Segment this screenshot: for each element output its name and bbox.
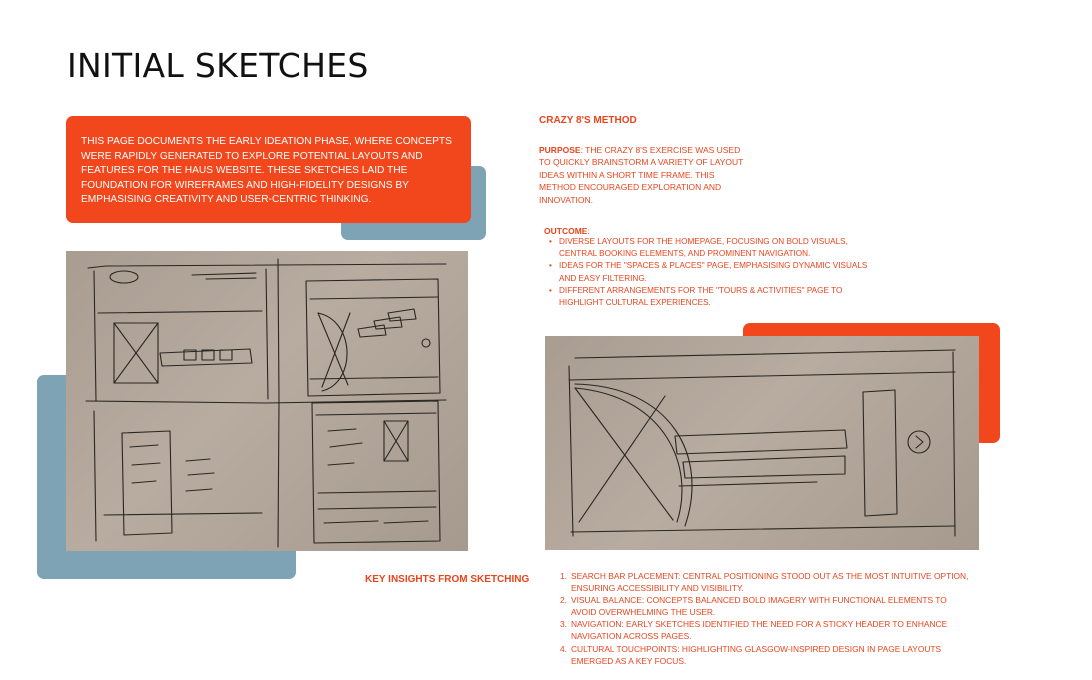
insight-item (560, 594, 970, 618)
outcome-item: • DIFFERENT ARRANGEMENTS FOR THE "TOURS & ACTIVITIES" PAGE TO HIGHLIGHT CULTURAL EXPERIENCES. (545, 285, 880, 309)
insight-number: 2. (560, 595, 567, 606)
insight-text: CULTURAL TOUCHPOINTS: HIGHLIGHTING GLASGOW-INSPIRED DESIGN IN PAGE LAYOUTS EMERGED AS A KEY FOCUS. (571, 643, 942, 666)
insight-number: 3. (560, 619, 567, 630)
sketch-drawing-homepage-concept (545, 336, 979, 550)
insight-text: NAVIGATION: EARLY SKETCHES IDENTIFIED THE NEED FOR A STICKY HEADER TO ENHANCE NAVIGATION ACROSS PAGES. (571, 619, 948, 642)
insight-text: VISUAL BALANCE: CONCEPTS BALANCED BOLD IMAGERY WITH FUNCTIONAL ELEMENTS TO AVOID OVERWHELMING THE USER. (571, 595, 947, 618)
insight-item (560, 570, 970, 594)
outcome-item: • DIVERSE LAYOUTS FOR THE HOMEPAGE, FOCUSING ON BOLD VISUALS, CENTRAL BOOKING ELEMENTS, AND PROMINENT NAVIGATION. (545, 236, 880, 260)
outcome-item: • IDEAS FOR THE "SPACES & PLACES" PAGE, EMPHASISING DYNAMIC VISUALS AND EASY FILTERING. (545, 260, 880, 284)
sketch-photo-homepage-concept (545, 336, 979, 550)
insight-item (560, 643, 970, 667)
page-title: INITIAL SKETCHES (67, 46, 369, 85)
purpose-text: : THE CRAZY 8'S EXERCISE WAS USED TO QUICKLY BRAINSTORM A VARIETY OF LAYOUT IDEAS WITHIN A SHORT TIME FRAME. THIS METHOD ENCOURAGED EXPLORATION AND INNOVATION. (539, 145, 744, 205)
insight-number: 1. (560, 571, 567, 581)
insight-text: SEARCH BAR PLACEMENT: CENTRAL POSITIONING STOOD OUT AS THE MOST INTUITIVE OPTION, ENSURING ACCESSIBILITY AND VISIBILITY. (571, 571, 969, 594)
intro-callout (66, 116, 471, 223)
insight-number: 4. (560, 643, 567, 654)
intro-text: THIS PAGE DOCUMENTS THE EARLY IDEATION PHASE, WHERE CONCEPTS WERE RAPIDLY GENERATED TO EXPLORE POTENTIAL LAYOUTS AND FEATURES FOR THE HAUS WEBSITE. THESE SKETCHES LAID THE FOUNDATION FOR WIREFRAMES AND HIGH-FIDELITY DESIGNS BY EMPHASISING CREATIVITY AND USER-CENTRIC THINKING. (81, 136, 452, 206)
insight-item (560, 618, 970, 642)
method-heading: CRAZY 8'S METHOD (539, 115, 637, 126)
outcome-colon: : (587, 226, 590, 236)
purpose-label: PURPOSE (539, 145, 581, 155)
method-purpose (539, 144, 744, 206)
insights-heading: KEY INSIGHTS FROM SKETCHING (365, 574, 530, 585)
sketch-drawing-crazy-eights (66, 251, 468, 551)
outcome-label: OUTCOME (544, 226, 588, 236)
insights-list (560, 570, 970, 667)
outcome-list (545, 236, 880, 309)
sketch-photo-crazy-eights (66, 251, 468, 551)
